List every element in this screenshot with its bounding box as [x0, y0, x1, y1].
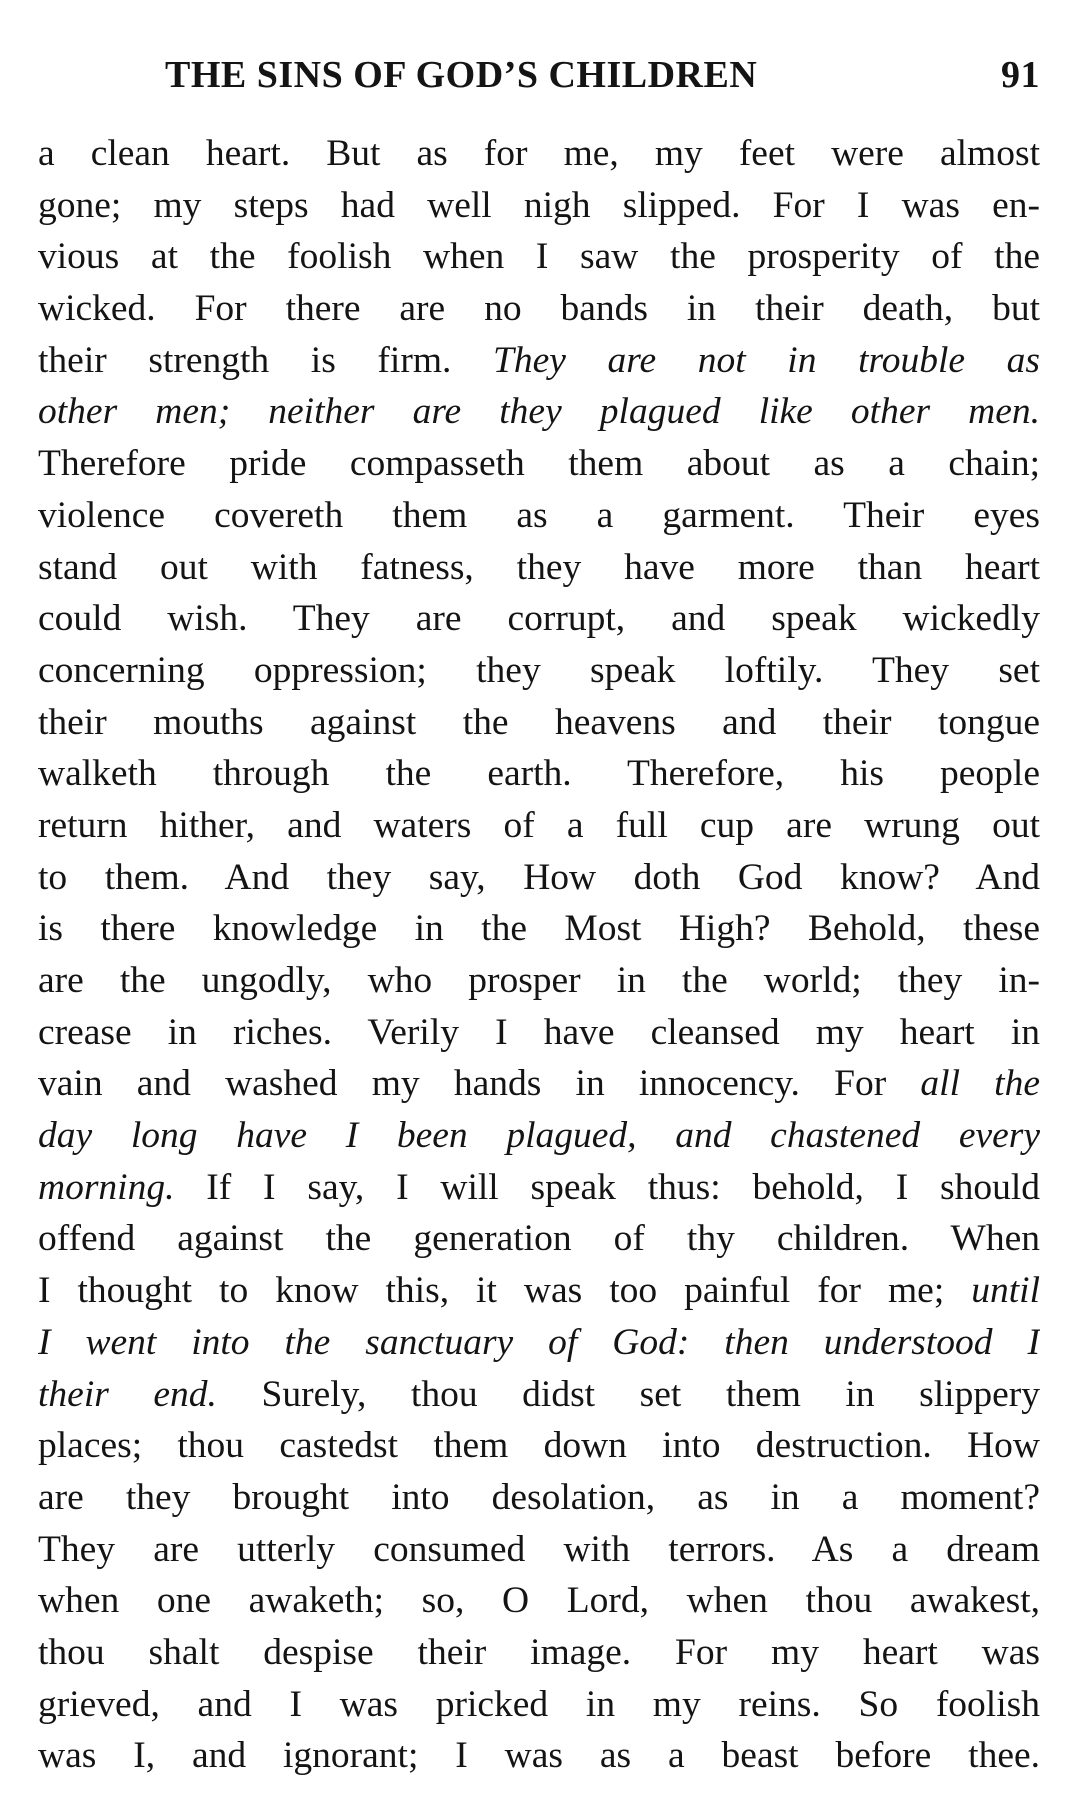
- italic-text: other men; neither are they plagued like other men.: [38, 391, 1040, 433]
- text-line: [38, 1265, 1040, 1317]
- text-run: thou shalt despise their image. For my heart was: [38, 1631, 1040, 1673]
- text-run: Surely, thou didst set them in slippery: [216, 1373, 1040, 1415]
- text-run: is there knowledge in the Most High? Behold, these: [38, 908, 1040, 950]
- text-line: [38, 1058, 1040, 1110]
- text-line: [38, 1317, 1040, 1369]
- text-line: [38, 1472, 1040, 1524]
- italic-text: They are not in trouble as: [493, 339, 1040, 381]
- text-line: [38, 1162, 1040, 1214]
- text-line: [38, 697, 1040, 749]
- text-line: [38, 1369, 1040, 1421]
- text-run: walketh through the earth. Therefore, his people: [38, 753, 1040, 795]
- text-run: offend against the generation of thy children. When: [38, 1218, 1040, 1260]
- text-run: when one awaketh; so, O Lord, when thou awakest,: [38, 1580, 1040, 1622]
- text-run: could wish. They are corrupt, and speak wickedly: [38, 598, 1040, 640]
- text-line: [38, 1420, 1040, 1472]
- text-run: their strength is firm.: [38, 339, 493, 381]
- text-line: [38, 955, 1040, 1007]
- text-line: [38, 1213, 1040, 1265]
- text-run: They are utterly consumed with terrors. As a dream: [38, 1528, 1040, 1570]
- italic-text: morning.: [38, 1166, 175, 1208]
- text-run: are they brought into desolation, as in a moment?: [38, 1476, 1040, 1518]
- body-text: [38, 128, 1040, 1782]
- text-run: return hither, and waters of a full cup are wrung out: [38, 804, 1040, 846]
- page-number: 91: [1001, 54, 1040, 96]
- italic-text: I went into the sanctuary of God: then understood I: [38, 1321, 1040, 1363]
- italic-text: their end.: [38, 1373, 217, 1415]
- text-line: [38, 748, 1040, 800]
- text-run: was I, and ignorant; I was as a beast before thee.: [38, 1735, 1040, 1777]
- text-line: [38, 283, 1040, 335]
- text-line: [38, 180, 1040, 232]
- text-run: Therefore pride compasseth them about as a chain;: [38, 443, 1040, 485]
- text-run: to them. And they say, How doth God know? And: [38, 856, 1040, 898]
- text-run: grieved, and I was pricked in my reins. So foolish: [38, 1683, 1040, 1725]
- text-line: [38, 1524, 1040, 1576]
- text-run: violence covereth them as a garment. Their eyes: [38, 494, 1040, 536]
- text-run: their mouths against the heavens and their tongue: [38, 701, 1040, 743]
- text-line: [38, 1110, 1040, 1162]
- text-run: vious at the foolish when I saw the prosperity of the: [38, 236, 1040, 278]
- text-run: concerning oppression; they speak loftily. They set: [38, 649, 1040, 691]
- text-line: [38, 386, 1040, 438]
- text-line: [38, 490, 1040, 542]
- text-run: are the ungodly, who prosper in the world; they in-: [38, 960, 1040, 1001]
- text-line: [38, 1007, 1040, 1059]
- text-run: places; thou castedst them down into destruction. How: [38, 1425, 1040, 1467]
- text-line: [38, 1730, 1040, 1782]
- italic-text: all the: [920, 1063, 1040, 1105]
- text-line: [38, 903, 1040, 955]
- running-head-title: THE SINS OF GOD’S CHILDREN: [165, 54, 758, 96]
- text-line: [38, 800, 1040, 852]
- text-line: [38, 1575, 1040, 1627]
- text-run: a clean heart. But as for me, my feet were almost: [38, 133, 1040, 174]
- text-line: [38, 852, 1040, 904]
- text-line: [38, 335, 1040, 387]
- text-line: [38, 231, 1040, 283]
- italic-text: until: [971, 1270, 1040, 1312]
- running-head: [165, 50, 1040, 100]
- text-line: [38, 593, 1040, 645]
- text-run: I thought to know this, it was too painful for me;: [38, 1270, 972, 1312]
- text-line: [38, 645, 1040, 697]
- text-line: [38, 542, 1040, 594]
- text-run: gone; my steps had well nigh slipped. For I was en-: [38, 184, 1040, 226]
- text-run: crease in riches. Verily I have cleansed my heart in: [38, 1011, 1040, 1053]
- text-line: [38, 1679, 1040, 1731]
- text-run: stand out with fatness, they have more than heart: [38, 546, 1040, 588]
- italic-text: day long have I been plagued, and chastened every: [38, 1115, 1040, 1157]
- text-line: [38, 128, 1040, 180]
- text-run: vain and washed my hands in innocency. For: [38, 1063, 921, 1105]
- text-line: [38, 438, 1040, 490]
- text-run: wicked. For there are no bands in their death, but: [38, 288, 1040, 330]
- text-run: If I say, I will speak thus: behold, I should: [174, 1166, 1040, 1208]
- text-line: [38, 1627, 1040, 1679]
